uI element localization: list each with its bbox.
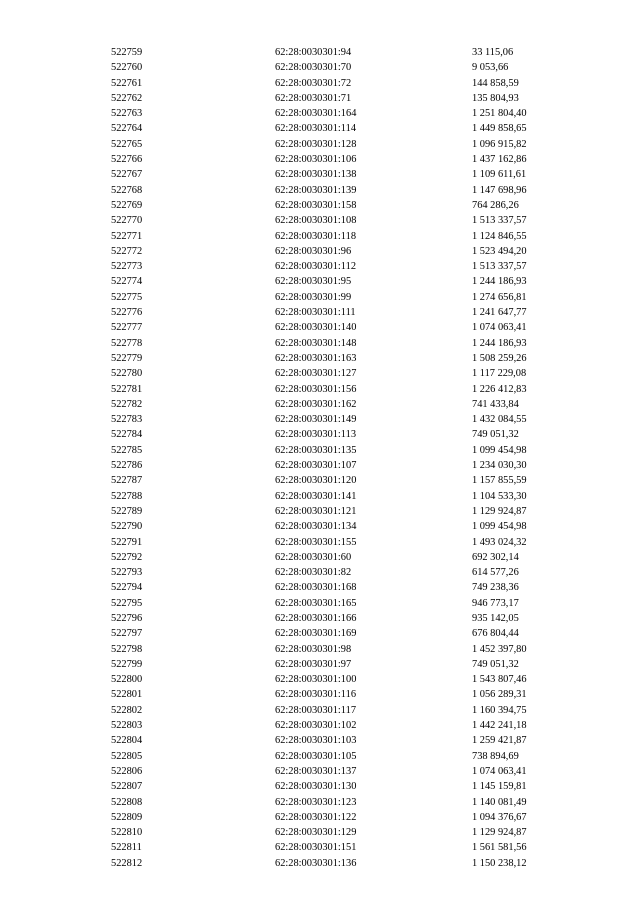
cadastral-number-cell: 62:28:0030301:107 (275, 460, 357, 472)
row-number-cell: 522776 (111, 307, 143, 319)
row-number-cell: 522783 (111, 414, 143, 426)
table-row (111, 489, 571, 504)
cadastral-number-cell: 62:28:0030301:137 (275, 765, 357, 777)
cadastral-number-cell: 62:28:0030301:130 (275, 781, 357, 793)
table-row (111, 550, 571, 565)
table-row (111, 626, 571, 641)
row-number-cell: 522782 (111, 398, 143, 410)
cadastral-number-cell: 62:28:0030301:108 (275, 215, 357, 227)
row-number-cell: 522784 (111, 429, 143, 441)
row-number-cell: 522812 (111, 857, 143, 869)
cadastral-number-cell: 62:28:0030301:128 (275, 138, 357, 150)
table-row (111, 336, 571, 351)
cadastral-number-cell: 62:28:0030301:165 (275, 597, 357, 609)
table-row (111, 91, 571, 106)
table-row (111, 427, 571, 442)
table-row (111, 382, 571, 397)
value-cell: 33 115,06 (472, 47, 514, 58)
cadastral-number-cell: 62:28:0030301:149 (275, 414, 357, 426)
cadastral-number-cell: 62:28:0030301:111 (275, 307, 356, 319)
cadastral-number-cell: 62:28:0030301:135 (275, 444, 357, 456)
table-row (111, 840, 571, 855)
row-number-cell: 522764 (111, 123, 143, 135)
value-cell: 1 251 804,40 (472, 108, 527, 120)
cadastral-number-cell: 62:28:0030301:70 (275, 62, 352, 74)
value-cell: 1 523 494,20 (472, 245, 527, 257)
value-cell: 1 145 159,81 (472, 781, 527, 793)
table-row (111, 856, 571, 871)
row-number-cell: 522804 (111, 735, 143, 747)
row-number-cell: 522775 (111, 291, 143, 303)
table-row (111, 397, 571, 412)
row-number-cell: 522774 (111, 276, 143, 288)
table-row (111, 183, 571, 198)
value-cell: 1 109 611,61 (472, 169, 527, 181)
table-row (111, 121, 571, 136)
row-number-cell: 522771 (111, 230, 143, 242)
table-row (111, 60, 571, 75)
row-number-cell: 522766 (111, 154, 143, 166)
row-number-cell: 522798 (111, 643, 143, 655)
row-number-cell: 522780 (111, 368, 143, 380)
value-cell: 741 433,84 (472, 398, 519, 410)
value-cell: 1 226 412,83 (472, 383, 527, 395)
cadastral-number-cell: 62:28:0030301:96 (275, 245, 352, 257)
cadastral-number-cell: 62:28:0030301:163 (275, 352, 357, 364)
cadastral-number-cell: 62:28:0030301:72 (275, 77, 352, 89)
cadastral-number-cell: 62:28:0030301:118 (275, 230, 357, 242)
table-row (111, 167, 571, 182)
row-number-cell: 522808 (111, 796, 143, 808)
row-number-cell: 522761 (111, 77, 143, 89)
row-number-cell: 522794 (111, 582, 143, 594)
value-cell: 738 894,69 (472, 750, 519, 762)
table-row (111, 687, 571, 702)
value-cell: 1 129 924,87 (472, 827, 527, 839)
row-number-cell: 522810 (111, 827, 143, 839)
value-cell: 946 773,17 (472, 597, 519, 609)
cadastral-number-cell: 62:28:0030301:102 (275, 720, 357, 732)
row-number-cell: 522768 (111, 184, 143, 196)
value-cell: 1 129 924,87 (472, 505, 527, 517)
value-cell: 1 244 186,93 (472, 276, 527, 288)
cadastral-number-cell: 62:28:0030301:148 (275, 337, 357, 349)
table-row (111, 565, 571, 580)
table-row (111, 351, 571, 366)
value-cell: 1 117 229,08 (472, 368, 527, 380)
value-cell: 1 157 855,59 (472, 475, 527, 487)
row-number-cell: 522811 (111, 842, 142, 854)
row-number-cell: 522786 (111, 460, 143, 472)
value-cell: 135 804,93 (472, 92, 519, 104)
cadastral-number-cell: 62:28:0030301:117 (275, 704, 357, 716)
row-number-cell: 522765 (111, 138, 143, 150)
table-row (111, 290, 571, 305)
cadastral-number-cell: 62:28:0030301:106 (275, 154, 357, 166)
row-number-cell: 522763 (111, 108, 143, 120)
cadastral-number-cell: 62:28:0030301:164 (275, 108, 357, 120)
table-row (111, 642, 571, 657)
table-row (111, 718, 571, 733)
value-cell: 1 074 063,41 (472, 765, 527, 777)
row-number-cell: 522807 (111, 781, 143, 793)
table-row (111, 596, 571, 611)
table-row (111, 504, 571, 519)
table-row (111, 580, 571, 595)
value-cell: 1 056 289,31 (472, 689, 527, 701)
row-number-cell: 522779 (111, 352, 143, 364)
row-number-cell: 522781 (111, 383, 143, 395)
cadastral-number-cell: 62:28:0030301:105 (275, 750, 357, 762)
value-cell: 1 241 647,77 (472, 307, 527, 319)
table-row (111, 244, 571, 259)
row-number-cell: 522805 (111, 750, 143, 762)
row-number-cell: 522797 (111, 628, 143, 640)
table-row (111, 320, 571, 335)
cadastral-number-cell: 62:28:0030301:82 (275, 567, 352, 579)
value-cell: 676 804,44 (472, 628, 519, 640)
cadastral-number-cell: 62:28:0030301:129 (275, 827, 357, 839)
value-cell: 1 096 915,82 (472, 138, 527, 150)
row-number-cell: 522769 (111, 199, 143, 211)
cadastral-number-cell: 62:28:0030301:60 (275, 551, 352, 563)
cadastral-number-cell: 62:28:0030301:100 (275, 674, 357, 686)
table-row (111, 825, 571, 840)
table-row (111, 519, 571, 534)
cadastral-number-cell: 62:28:0030301:121 (275, 505, 357, 517)
table-row (111, 305, 571, 320)
table-row (111, 733, 571, 748)
value-cell: 1 493 024,32 (472, 536, 527, 548)
table-row (111, 76, 571, 91)
cadastral-number-cell: 62:28:0030301:114 (275, 123, 357, 135)
cadastral-number-cell: 62:28:0030301:127 (275, 368, 357, 380)
table-row (111, 198, 571, 213)
row-number-cell: 522803 (111, 720, 143, 732)
table-row (111, 764, 571, 779)
value-cell: 1 147 698,96 (472, 184, 527, 196)
value-cell: 1 094 376,67 (472, 811, 527, 823)
row-number-cell: 522777 (111, 322, 143, 334)
row-number-cell: 522791 (111, 536, 143, 548)
value-cell: 1 099 454,98 (472, 521, 527, 533)
row-number-cell: 522770 (111, 215, 143, 227)
cadastral-number-cell: 62:28:0030301:97 (275, 658, 352, 670)
value-cell: 1 432 084,55 (472, 414, 527, 426)
table-row (111, 152, 571, 167)
cadastral-number-cell: 62:28:0030301:151 (275, 842, 357, 854)
table-row (111, 611, 571, 626)
value-cell: 1 104 533,30 (472, 490, 527, 502)
cadastral-number-cell: 62:28:0030301:139 (275, 184, 357, 196)
cadastral-number-cell: 62:28:0030301:113 (275, 429, 357, 441)
table-row (111, 810, 571, 825)
cadastral-number-cell: 62:28:0030301:156 (275, 383, 357, 395)
value-cell: 1 513 337,57 (472, 215, 527, 227)
value-cell: 1 244 186,93 (472, 337, 527, 349)
table-row (111, 45, 571, 60)
cadastral-number-cell: 62:28:0030301:71 (275, 92, 352, 104)
value-cell: 1 508 259,26 (472, 352, 527, 364)
value-cell: 144 858,59 (472, 77, 519, 89)
row-number-cell: 522800 (111, 674, 143, 686)
cadastral-number-cell: 62:28:0030301:122 (275, 811, 357, 823)
row-number-cell: 522796 (111, 612, 143, 624)
table-row (111, 259, 571, 274)
value-cell: 1 140 081,49 (472, 796, 527, 808)
table-row (111, 795, 571, 810)
cadastral-number-cell: 62:28:0030301:140 (275, 322, 357, 334)
row-number-cell: 522809 (111, 811, 143, 823)
value-cell: 1 437 162,86 (472, 154, 527, 166)
table-row (111, 458, 571, 473)
cadastral-number-cell: 62:28:0030301:98 (275, 643, 352, 655)
value-cell: 1 150 238,12 (472, 857, 527, 869)
value-cell: 1 442 241,18 (472, 720, 527, 732)
cadastral-number-cell: 62:28:0030301:112 (275, 261, 357, 273)
cadastral-number-cell: 62:28:0030301:162 (275, 398, 357, 410)
cadastral-number-cell: 62:28:0030301:158 (275, 199, 357, 211)
row-number-cell: 522762 (111, 92, 143, 104)
row-number-cell: 522801 (111, 689, 143, 701)
value-cell: 764 286,26 (472, 199, 519, 211)
cadastral-number-cell: 62:28:0030301:123 (275, 796, 357, 808)
table-row (111, 106, 571, 121)
cadastral-number-cell: 62:28:0030301:95 (275, 276, 352, 288)
cadastral-number-cell: 62:28:0030301:120 (275, 475, 357, 487)
value-cell: 749 238,36 (472, 582, 519, 594)
table-row (111, 443, 571, 458)
table-row (111, 229, 571, 244)
cadastral-number-cell: 62:28:0030301:116 (275, 689, 357, 701)
cadastral-number-cell: 62:28:0030301:141 (275, 490, 357, 502)
table-row (111, 672, 571, 687)
value-cell: 1 234 030,30 (472, 460, 527, 472)
row-number-cell: 522788 (111, 490, 143, 502)
row-number-cell: 522799 (111, 658, 143, 670)
row-number-cell: 522793 (111, 567, 143, 579)
value-cell: 614 577,26 (472, 567, 519, 579)
table-row (111, 657, 571, 672)
value-cell: 1 259 421,87 (472, 735, 527, 747)
cadastral-number-cell: 62:28:0030301:169 (275, 628, 357, 640)
table-row (111, 535, 571, 550)
table-row (111, 703, 571, 718)
cadastral-number-cell: 62:28:0030301:136 (275, 857, 357, 869)
value-cell: 9 053,66 (472, 62, 509, 74)
table-row (111, 137, 571, 152)
value-cell: 749 051,32 (472, 429, 519, 441)
cadastral-number-cell: 62:28:0030301:99 (275, 291, 352, 303)
cadastral-number-cell: 62:28:0030301:103 (275, 735, 357, 747)
value-cell: 1 074 063,41 (472, 322, 527, 334)
row-number-cell: 522759 (111, 47, 143, 58)
row-number-cell: 522760 (111, 62, 143, 74)
value-cell: 1 513 337,57 (472, 261, 527, 273)
table-row (111, 473, 571, 488)
table-row (111, 274, 571, 289)
row-number-cell: 522795 (111, 597, 143, 609)
row-number-cell: 522773 (111, 261, 143, 273)
row-number-cell: 522787 (111, 475, 143, 487)
value-cell: 935 142,05 (472, 612, 519, 624)
row-number-cell: 522806 (111, 765, 143, 777)
value-cell: 1 452 397,80 (472, 643, 527, 655)
value-cell: 1 543 807,46 (472, 674, 527, 686)
value-cell: 749 051,32 (472, 658, 519, 670)
cadastral-number-cell: 62:28:0030301:168 (275, 582, 357, 594)
cadastral-number-cell: 62:28:0030301:138 (275, 169, 357, 181)
value-cell: 1 124 846,55 (472, 230, 527, 242)
table-row (111, 213, 571, 228)
cadastral-number-cell: 62:28:0030301:134 (275, 521, 357, 533)
row-number-cell: 522767 (111, 169, 143, 181)
row-number-cell: 522802 (111, 704, 143, 716)
row-number-cell: 522792 (111, 551, 143, 563)
cadastral-number-cell: 62:28:0030301:94 (275, 47, 352, 58)
row-number-cell: 522785 (111, 444, 143, 456)
value-cell: 1 561 581,56 (472, 842, 527, 854)
value-cell: 692 302,14 (472, 551, 519, 563)
row-number-cell: 522789 (111, 505, 143, 517)
row-number-cell: 522778 (111, 337, 143, 349)
value-cell: 1 449 858,65 (472, 123, 527, 135)
row-number-cell: 522772 (111, 245, 143, 257)
value-cell: 1 274 656,81 (472, 291, 527, 303)
table-row (111, 412, 571, 427)
value-cell: 1 160 394,75 (472, 704, 527, 716)
cadastral-number-cell: 62:28:0030301:166 (275, 612, 357, 624)
table-row (111, 779, 571, 794)
row-number-cell: 522790 (111, 521, 143, 533)
cadastral-number-cell: 62:28:0030301:155 (275, 536, 357, 548)
table-row (111, 366, 571, 381)
cadastral-value-table (111, 45, 571, 871)
value-cell: 1 099 454,98 (472, 444, 527, 456)
table-row (111, 749, 571, 764)
